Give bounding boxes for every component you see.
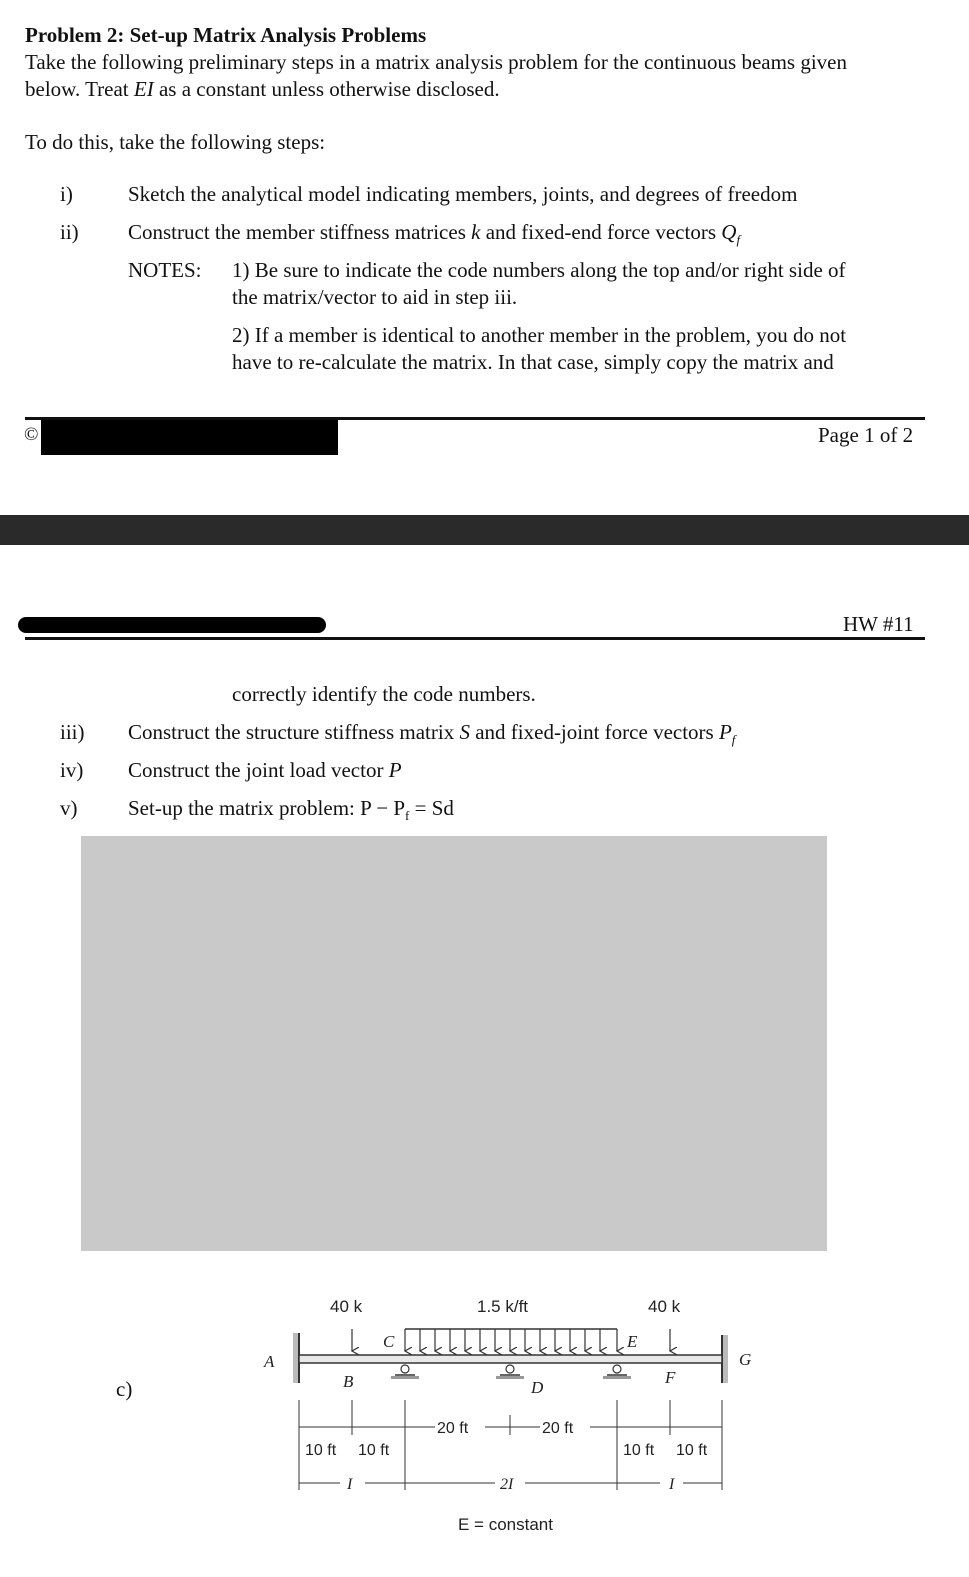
dim-20ft-1: 20 ft [437,1420,469,1437]
note-2-line-1: 2) If a member is identical to another member in the problem, you do not [232,323,847,347]
load-right-label: 40 k [648,1297,681,1316]
support-c-icon [391,1365,419,1379]
point-d-label: D [531,1378,544,1397]
point-g-label: G [739,1350,752,1369]
header-hw-label: HW #11 [843,612,914,636]
note-1-line-1: 1) Be sure to indicate the code numbers along the top and/or right side of [232,258,846,282]
k-symbol: k [471,220,481,244]
moment-inertia-right: I [669,1476,675,1493]
q-symbol: Q [721,220,737,244]
p-load-symbol: P [388,758,402,782]
header-rule [25,637,925,640]
note-1-line-2: the matrix/vector to aid in step iii. [232,285,518,309]
step-iv-number: iv) [60,758,84,782]
distributed-load-arrows-icon [405,1329,617,1351]
fixed-support-a-icon [293,1333,299,1383]
step-ii-text [128,219,740,253]
step-iii-text [128,719,735,753]
p-symbol: P [718,720,732,744]
step-iii-mid: and fixed-joint force vectors [469,720,719,744]
point-b-label: B [343,1372,354,1391]
step-ii-pre: Construct the member stiffness matrices [128,220,472,244]
dim-20ft-2: 20 ft [542,1420,574,1437]
step-i-text: Sketch the analytical model indicating members, joints, and degrees of freedom [128,182,798,206]
point-c-label: C [383,1332,395,1351]
pf-subscript: f [405,808,410,824]
step-iii-number: iii) [60,720,85,744]
beam [299,1355,722,1363]
step-i-number: i) [60,182,73,206]
redaction-box [41,420,338,455]
moment-inertia-left: I [347,1476,353,1493]
steps-heading: To do this, take the following steps: [25,130,326,154]
notes-label: NOTES: [128,258,202,282]
distributed-load-label: 1.5 k/ft [477,1297,529,1316]
intro-line-1: Take the following preliminary steps in a matrix analysis problem for the continuous beams given [25,50,848,74]
header-redaction [18,617,326,633]
gray-image-block [81,836,827,1251]
moment-inertia-middle: 2I [500,1476,514,1493]
step-v-pre: Set-up the matrix problem: P − P [128,796,406,820]
step-v-text [128,795,454,829]
note-2-line-2: have to re-calculate the matrix. In that case, simply copy the matrix and [232,350,834,374]
page-separator [0,515,969,545]
e-constant-label: E = constant [458,1515,553,1534]
intro-text: below. Treat [25,77,134,101]
point-a-label: A [264,1352,275,1371]
intro-line-2 [25,76,500,103]
page-number: Page 1 of 2 [818,423,914,447]
q-subscript: f [736,232,741,248]
step-ii-mid: and fixed-end force vectors [480,220,722,244]
problem-title: Problem 2: Set-up Matrix Analysis Problems [25,23,427,47]
p-subscript: f [731,732,736,748]
step-v-post: = Sd [409,796,454,820]
step-iv-text [128,757,402,784]
step-v-number: v) [60,796,78,820]
part-c-label: c) [116,1377,133,1401]
point-f-label: F [665,1368,676,1387]
support-e-icon [603,1365,631,1379]
load-left-label: 40 k [330,1297,363,1316]
step-iv-pre: Construct the joint load vector [128,758,389,782]
step-ii-number: ii) [60,220,79,244]
note-2-continuation: correctly identify the code numbers. [232,682,536,706]
support-d-icon [496,1365,524,1379]
dim-10ft-3: 10 ft [623,1442,655,1459]
beam-diagram [255,1285,775,1545]
step-iii-pre: Construct the structure stiffness matrix [128,720,460,744]
ei-symbol: EI [133,77,154,101]
dim-10ft-4: 10 ft [676,1442,708,1459]
point-e-label: E [627,1332,638,1351]
dim-10ft-1: 10 ft [305,1442,337,1459]
copyright-symbol: © [24,424,39,445]
fixed-support-g-icon [722,1335,728,1383]
dim-10ft-2: 10 ft [358,1442,390,1459]
intro-text-end: as a constant unless otherwise disclosed. [153,77,500,101]
s-symbol: S [459,720,470,744]
